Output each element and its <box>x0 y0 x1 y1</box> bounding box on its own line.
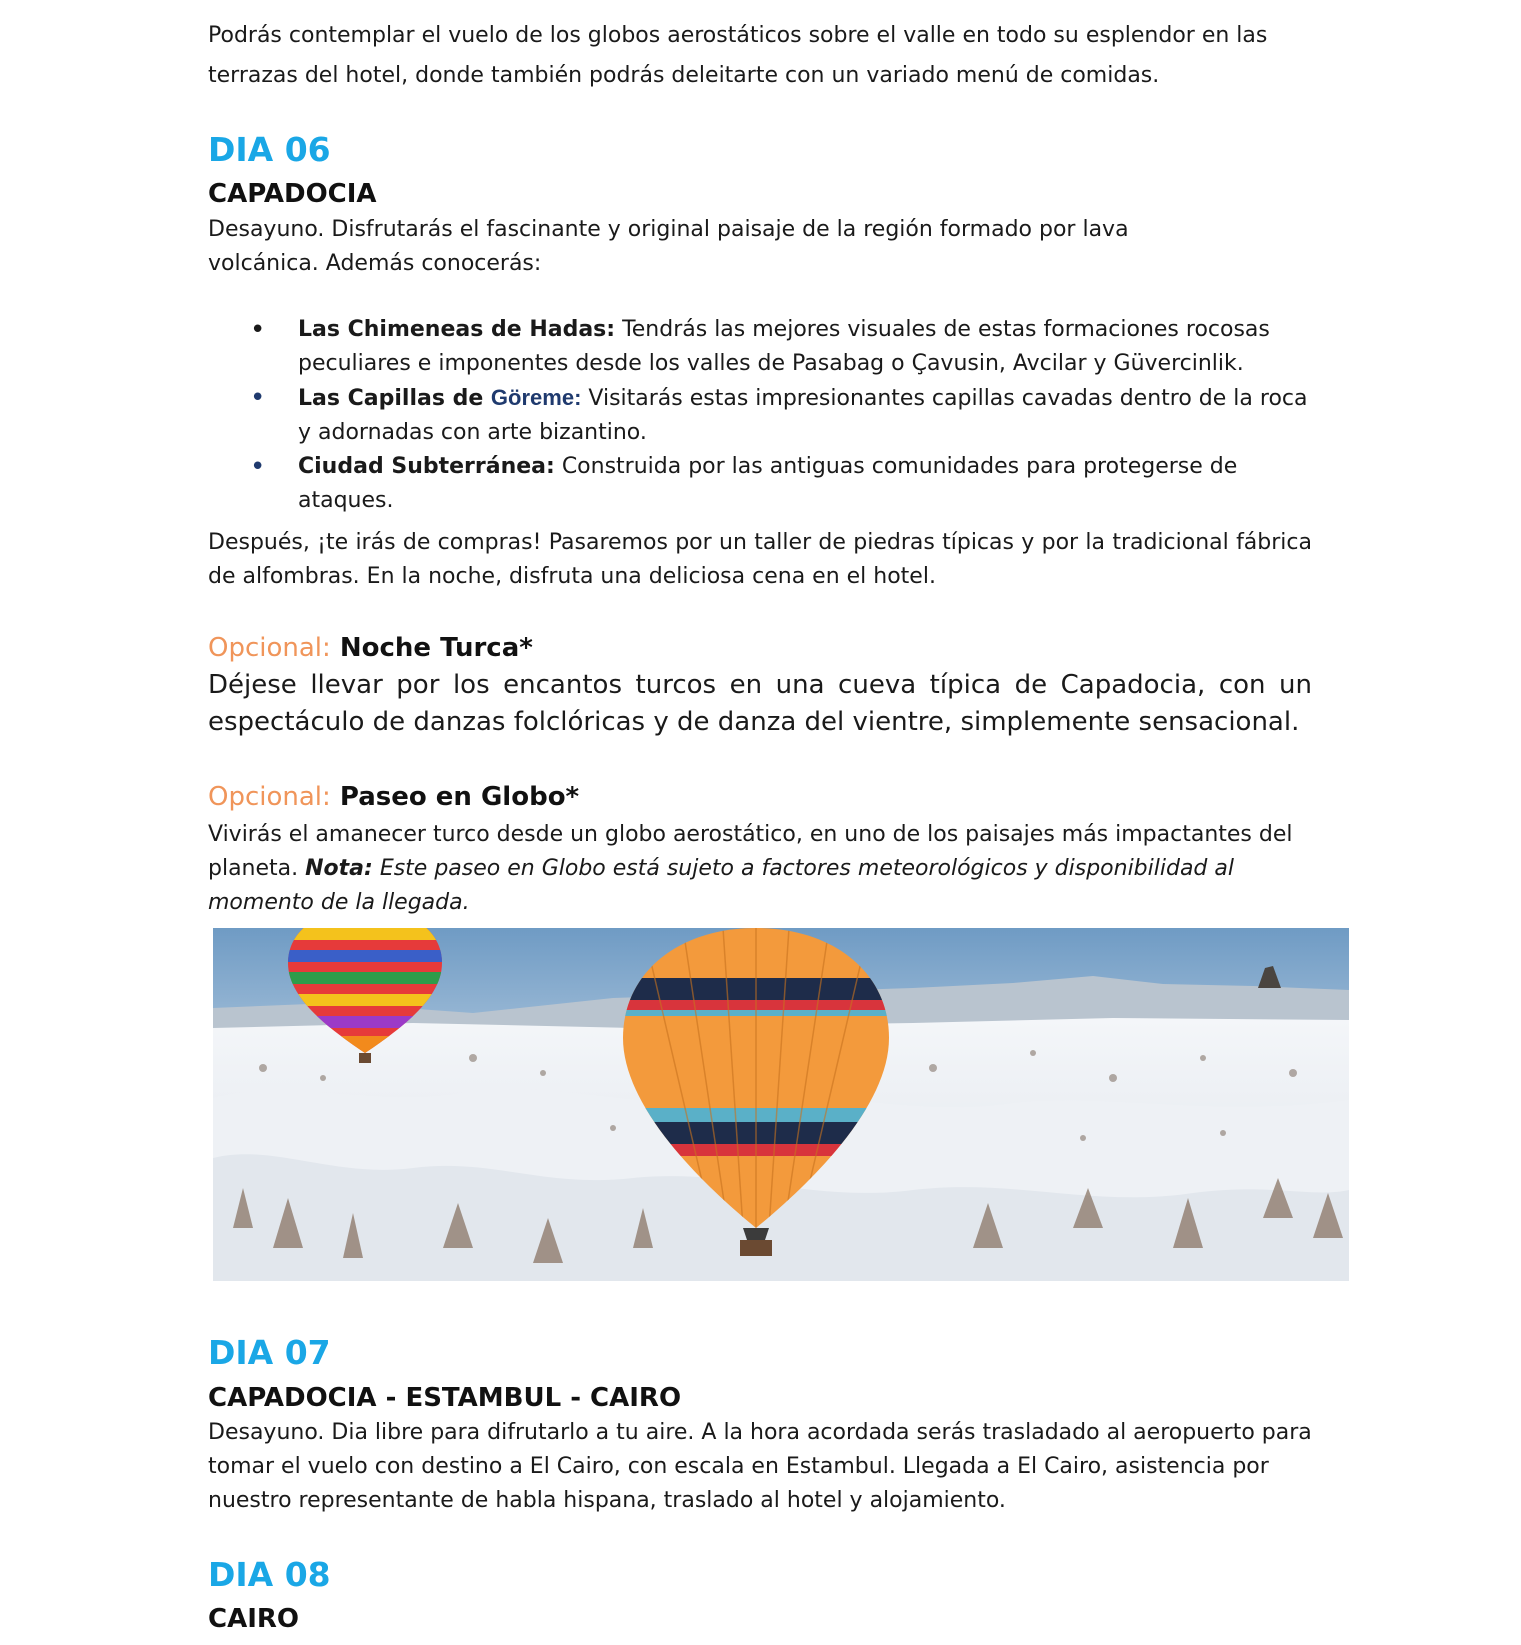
day-08-title: DIA 08 <box>208 1555 331 1594</box>
globo-description: Vivirás el amanecer turco desde un globo aerostático, en uno de los paisajes más impactantes del planeta. <box>208 822 1293 881</box>
optional-title: Noche Turca* <box>330 633 533 663</box>
day-06-bullet-list <box>208 313 1312 518</box>
optional-paseo-globo-text <box>208 818 1298 920</box>
optional-noche-turca-text: Déjese llevar por los encantos turcos en una cueva típica de Capadocia, con un espectáculo de danzas folclóricas y de danza del vientre, simplemente sensacional. <box>208 670 1312 737</box>
list-item <box>208 313 1312 381</box>
day-06-description: Desayuno. Disfrutarás el fascinante y original paisaje de la región formado por lava volcánica. Además conocerás: <box>208 217 1129 276</box>
balloons-over-snowy-valley-image <box>213 928 1349 1281</box>
bullet-label: Las Chimeneas de Hadas: <box>298 317 616 342</box>
bullet-label-goreme: Göreme: <box>490 385 582 410</box>
day-06-after-paragraph: Después, ¡te irás de compras! Pasaremos por un taller de piedras típicas y por la tradicional fábrica de alfombras. En la noche, disfruta una deliciosa cena en el hotel. <box>208 530 1312 589</box>
list-item <box>208 450 1312 518</box>
day-06-subtitle: CAPADOCIA <box>208 179 377 209</box>
optional-title: Paseo en Globo* <box>330 782 580 812</box>
bullet-text: Tendrás las mejores visuales de estas formaciones rocosas peculiares e imponentes desde los valles de Pasabag o Çavusin, Avcilar y Güvercinlik. <box>298 317 1270 376</box>
note-text: Este paseo en Globo está sujeto a factores meteorológicos y disponibilidad al momento de la llegada. <box>208 856 1234 915</box>
day-06-title: DIA 06 <box>208 130 331 169</box>
day-07-title: DIA 07 <box>208 1333 331 1372</box>
optional-heading-noche-turca <box>208 631 533 665</box>
optional-label: Opcional: <box>208 633 331 663</box>
bullet-text: Construida por las antiguas comunidades para protegerse de ataques. <box>298 454 1238 513</box>
intro-paragraph: Podrás contemplar el vuelo de los globos aerostáticos sobre el valle en todo su esplendor en las terrazas del hotel, donde también podrás deleitarte con un variado menú de comidas. <box>208 23 1268 88</box>
note-label: Nota: <box>305 856 373 881</box>
day-07-subtitle: CAPADOCIA - ESTAMBUL - CAIRO <box>208 1383 682 1413</box>
optional-label: Opcional: <box>208 782 331 812</box>
optional-heading-paseo-globo <box>208 780 579 814</box>
bullet-text: Visitarás estas impresionantes capillas cavadas dentro de la roca y adornadas con arte bizantino. <box>298 386 1308 445</box>
hot-air-balloons-photo <box>213 928 1349 1281</box>
bullet-label: Ciudad Subterránea: <box>298 454 555 479</box>
day-08-subtitle: CAIRO <box>208 1604 299 1634</box>
bullet-label: Las Capillas de <box>298 386 491 411</box>
list-item <box>208 381 1312 450</box>
day-07-description: Desayuno. Dia libre para difrutarlo a tu aire. A la hora acordada serás trasladado al aeropuerto para tomar el vuelo con destino a El Cairo, con escala en Estambul. Llegada a El Cairo, asistencia por nuestro representante de habla hispana, traslado al hotel y alojamiento. <box>208 1420 1312 1513</box>
